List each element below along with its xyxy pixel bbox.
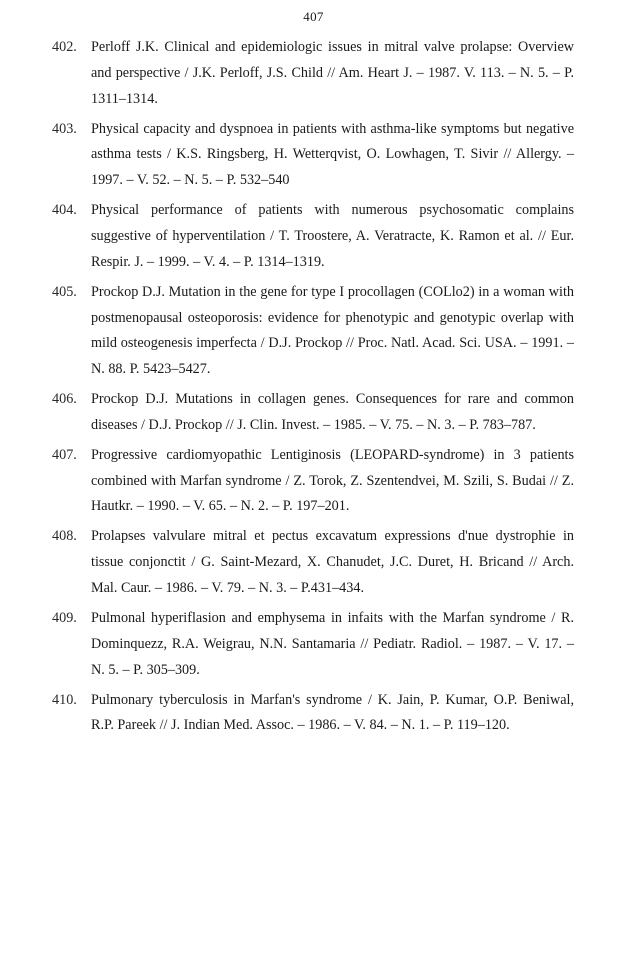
reference-number: 404. [52,202,77,219]
page-number: 407 [303,9,324,24]
reference-number: 409. [52,610,77,627]
reference-list [52,35,574,743]
reference-text: Prockop D.J. Mutations in collagen genes. Consequences for rare and common diseases / D.J. Prockop // J. Clin. Invest. – 1985. – V. 75. – N. 3. – P. 783–787. [91,391,574,433]
reference-item [52,688,574,740]
reference-text: Pulmonal hyperiflasion and emphysema in infaits with the Marfan syndrome / R. Dominquezz, R.A. Weigrau, N.N. Santamaria // Pediatr. Radiol. – 1987. – V. 17. – N. 5. – P. 305–309. [91,610,574,678]
reference-number: 402. [52,39,77,55]
reference-text: Physical capacity and dyspnoea in patients with asthma-like symptoms but negative asthma tests / K.S. Ringsberg, H. Wetterqvist, O. Lowhagen, T. Sivir // Allergy. – 1997. – V. 52. – N. 5. – P. 532–540 [91,120,574,189]
reference-text: Prolapses valvulare mitral et pectus excavatum expressions d'nue dystrophie in tissue conjonctit / G. Saint-Mezard, X. Chanudet, J.C. Duret, H. Bricand // Arch. Mal. Caur. – 1986. – V. 79. – N. 3. – P.431–434. [91,528,574,597]
reference-number: 407. [52,446,77,463]
reference-text: Progressive cardiomyopathic Lentiginosis (LEOPARD-syndrome) in 3 patients combined with Marfan syndrome / Z. Torok, Z. Szentendvei, M. Szili, S. Budai // Z. Hautkr. – 1990. – V. 65. – N. 2. – P. 197–201. [91,446,574,515]
reference-item [52,606,574,683]
reference-number: 405. [52,283,77,300]
reference-item [52,280,574,383]
reference-item [52,387,574,439]
reference-text: Pulmonary tyberculosis in Marfan's syndrome / K. Jain, P. Kumar, O.P. Beniwal, R.P. Pareek // J. Indian Med. Assoc. – 1986. – V. 84. – N. 1. – P. 119–120. [91,691,574,734]
reference-item [52,443,574,520]
reference-text: Perloff J.K. Clinical and epidemiologic issues in mitral valve prolapse: Overview and perspective / J.K. Perloff, J.S. Child // Am. Heart J. – 1987. V. 113. – N. 5. – P. 1311–1314. [91,39,574,107]
reference-number: 403. [52,120,77,137]
reference-item [52,35,574,112]
reference-text: Prockop D.J. Mutation in the gene for type I procollagen (COLlo2) in a woman with postmenopausal osteoporosis: evidence for phenotypic and genotypic overlap with mild osteogenesis imperfecta / D.J. Prockop // Proc. Natl. Acad. Sci. USA. – 1991. – N. 88. P. 5423–5427. [91,283,574,378]
reference-number: 406. [52,391,77,408]
reference-item [52,117,574,194]
reference-text: Physical performance of patients with numerous psychosomatic complains suggestive of hyperventilation / T. Troostere, A. Veratracte, K. Ramon et al. // Eur. Respir. J. – 1999. – V. 4. – P. 1314–1319. [91,202,574,270]
reference-item [52,198,574,275]
reference-item [52,524,574,601]
reference-number: 408. [52,528,77,545]
reference-number: 410. [52,691,77,708]
